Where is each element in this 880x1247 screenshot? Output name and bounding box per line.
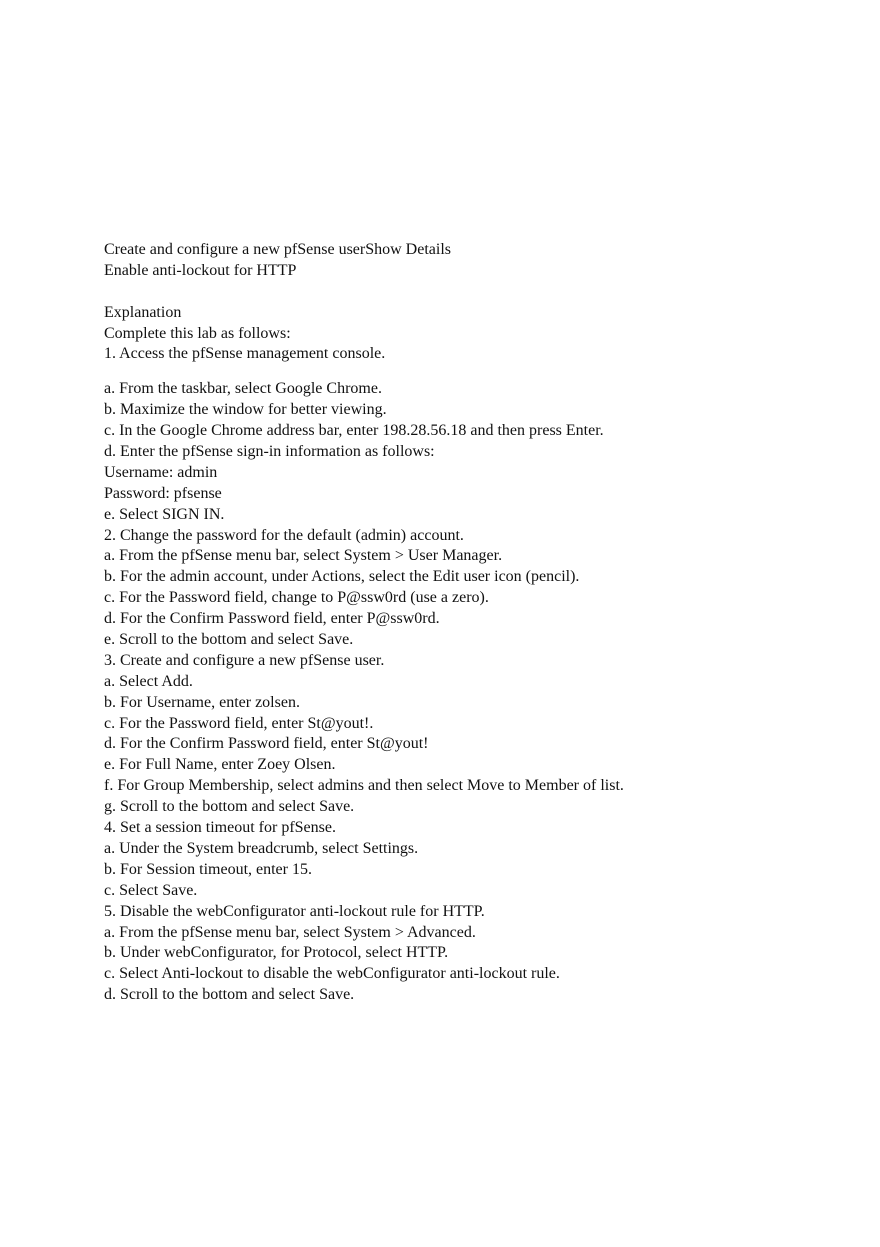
step-4-title: 4. Set a session timeout for pfSense. bbox=[104, 819, 336, 837]
step-5-item: b. Under webConfigurator, for Protocol, select HTTP. bbox=[104, 944, 449, 962]
step-1-item: Password: pfsense bbox=[104, 484, 222, 502]
step-4-item: c. Select Save. bbox=[104, 881, 198, 899]
step-5-item: d. Scroll to the bottom and select Save. bbox=[104, 986, 355, 1004]
step-3-title: 3. Create and configure a new pfSense user. bbox=[104, 651, 385, 669]
step-3-item: e. For Full Name, enter Zoey Olsen. bbox=[104, 756, 336, 774]
step-1-item: a. From the taskbar, select Google Chrome. bbox=[104, 380, 382, 398]
spacer bbox=[104, 365, 844, 379]
step-2-item: e. Scroll to the bottom and select Save. bbox=[104, 631, 354, 649]
step-5-item: c. Select Anti-lockout to disable the webConfigurator anti-lockout rule. bbox=[104, 965, 560, 983]
step-5-title: 5. Disable the webConfigurator anti-lockout rule for HTTP. bbox=[104, 902, 485, 920]
step-3-item: f. For Group Membership, select admins and then select Move to Member of list. bbox=[104, 777, 624, 795]
step-3-item: g. Scroll to the bottom and select Save. bbox=[104, 798, 355, 816]
step-1-title: 1. Access the pfSense management console. bbox=[104, 345, 386, 363]
step-1-item: Username: admin bbox=[104, 463, 218, 481]
step-4-list bbox=[104, 818, 844, 902]
step-3-item: a. Select Add. bbox=[104, 672, 193, 690]
step-2-item: d. For the Confirm Password field, enter P@ssw0rd. bbox=[104, 610, 440, 628]
step-3-item: d. For the Confirm Password field, enter St@yout! bbox=[104, 735, 429, 753]
step-4-item: a. Under the System breadcrumb, select Settings. bbox=[104, 839, 419, 857]
title-line-2: Enable anti-lockout for HTTP bbox=[104, 261, 297, 279]
step-5-list bbox=[104, 902, 844, 1006]
step-2-item: c. For the Password field, change to P@ssw0rd (use a zero). bbox=[104, 589, 489, 607]
step-2-item: a. From the pfSense menu bar, select System > User Manager. bbox=[104, 547, 503, 565]
explanation-intro: Complete this lab as follows: bbox=[104, 324, 291, 342]
step-4-item: b. For Session timeout, enter 15. bbox=[104, 860, 312, 878]
step-1-list bbox=[104, 379, 844, 525]
step-1-item: d. Enter the pfSense sign-in information as follows: bbox=[104, 443, 435, 461]
step-2-title: 2. Change the password for the default (admin) account. bbox=[104, 526, 464, 544]
step-3-list bbox=[104, 651, 844, 818]
step-1-item: e. Select SIGN IN. bbox=[104, 505, 225, 523]
title-line-1: Create and configure a new pfSense userShow Details bbox=[104, 241, 451, 258]
step-3-item: c. For the Password field, enter St@yout!. bbox=[104, 714, 374, 732]
step-2-list bbox=[104, 526, 844, 651]
step-2-item: b. For the admin account, under Actions, select the Edit user icon (pencil). bbox=[104, 568, 580, 586]
step-5-item: a. From the pfSense menu bar, select System > Advanced. bbox=[104, 923, 476, 941]
document-page bbox=[104, 240, 844, 1006]
step-1-item: b. Maximize the window for better viewing. bbox=[104, 401, 387, 419]
step-3-item: b. For Username, enter zolsen. bbox=[104, 693, 300, 711]
step-1-item: c. In the Google Chrome address bar, enter 198.28.56.18 and then press Enter. bbox=[104, 422, 604, 440]
spacer bbox=[104, 282, 844, 303]
explanation-heading: Explanation bbox=[104, 303, 182, 321]
